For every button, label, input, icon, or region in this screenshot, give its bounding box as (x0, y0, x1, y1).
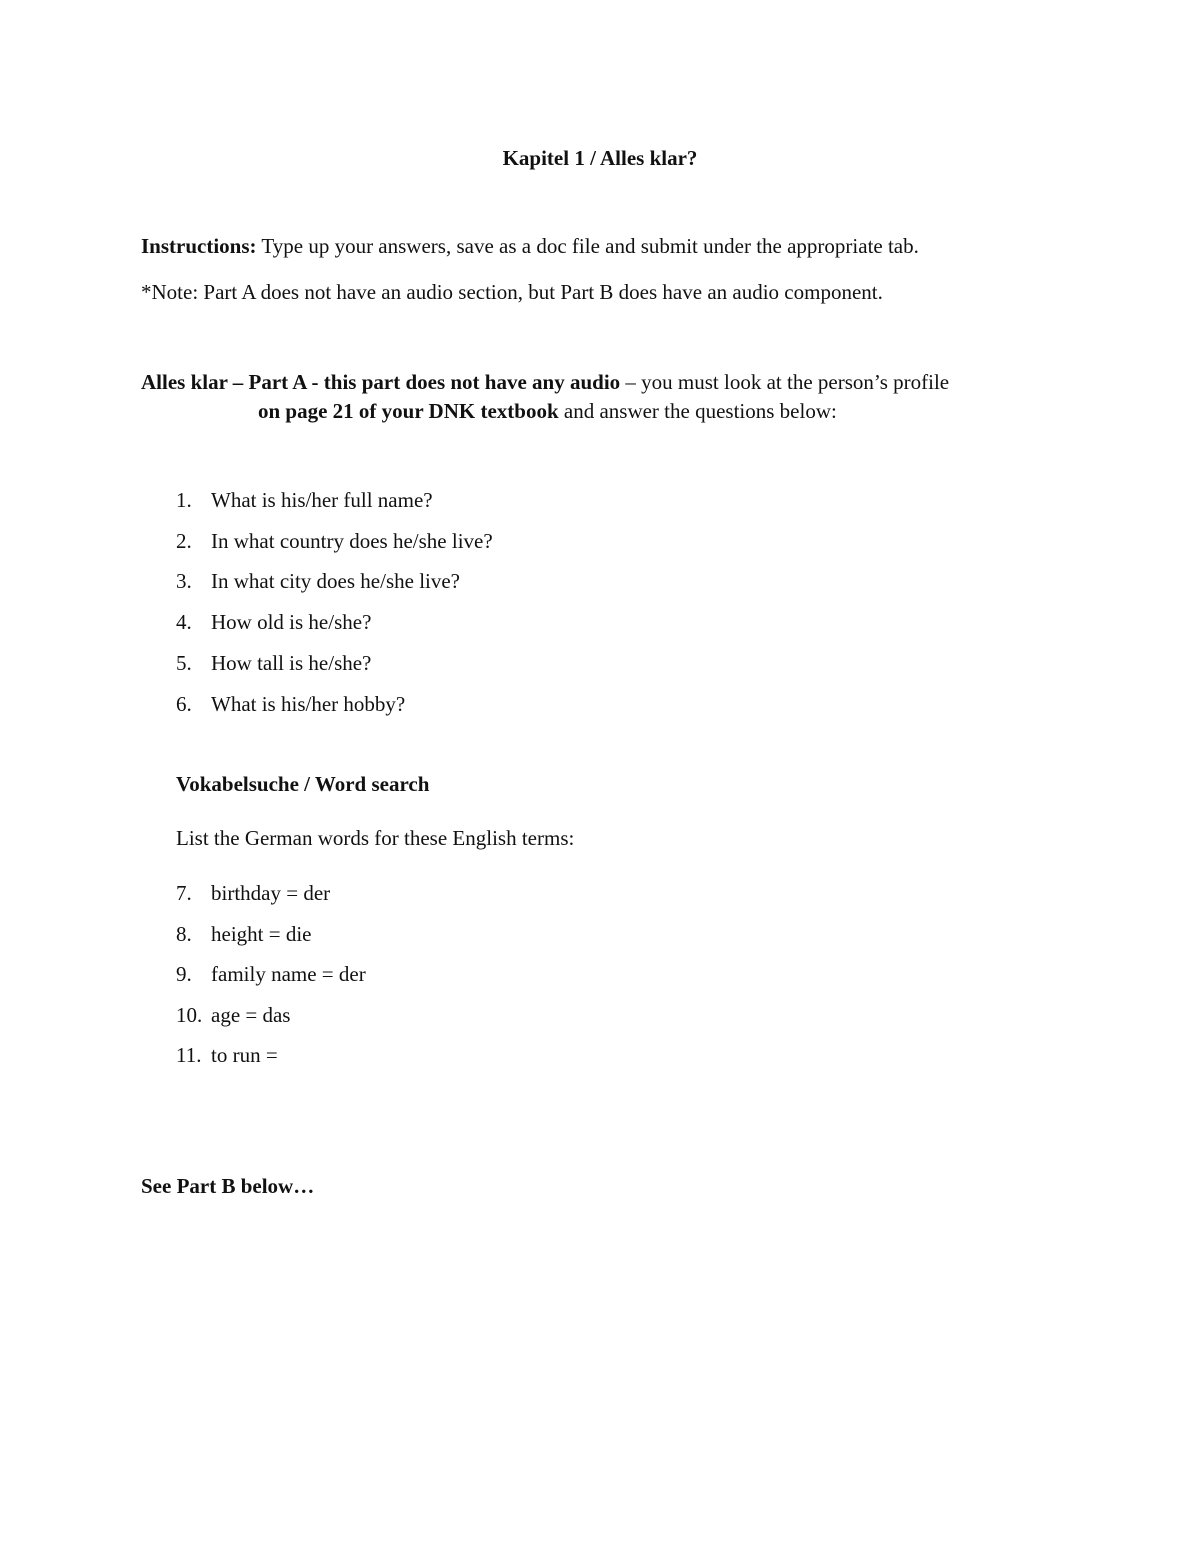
list-item-text: In what city does he/she live? (211, 569, 461, 593)
list-item-text: What is his/her full name? (211, 488, 433, 512)
list-item-number: 2. (176, 529, 192, 553)
list-item-number: 7. (176, 881, 192, 905)
list-item-text: What is his/her hobby? (211, 692, 406, 716)
list-item-text: to run = (211, 1043, 278, 1067)
list-item-text: How tall is he/she? (211, 651, 372, 675)
footer-note: See Part B below… (141, 1174, 315, 1198)
part-a-text-lead: – you must look at the person’s profile (620, 370, 950, 394)
page-title: Kapitel 1 / Alles klar? (502, 146, 698, 170)
list-item-number: 9. (176, 962, 192, 986)
instructions-label: Instructions: (141, 234, 257, 258)
part-a-text-tail: and answer the questions below: (558, 399, 837, 423)
vocab-heading: Vokabelsuche / Word search (176, 772, 430, 796)
part-a-heading-line1 (141, 372, 949, 393)
list-item-number: 11. (176, 1043, 202, 1067)
list-item-text: How old is he/she? (211, 610, 372, 634)
list-item-number: 10. (176, 1003, 203, 1027)
vocab-intro: List the German words for these English terms: (176, 826, 575, 850)
part-a-bold-page-ref: on page 21 of your DNK textbook (258, 399, 559, 423)
list-item-text: In what country does he/she live? (211, 529, 493, 553)
list-item-text: height = die (211, 922, 312, 946)
list-item-number: 6. (176, 692, 192, 716)
instructions-paragraph (141, 236, 919, 257)
part-a-bold-lead: Alles klar – Part A - this part does not have any audio (141, 370, 621, 394)
list-item-number: 3. (176, 569, 192, 593)
part-a-heading-line2 (258, 401, 837, 422)
list-item-number: 4. (176, 610, 192, 634)
list-item-text: birthday = der (211, 881, 331, 905)
list-item-number: 8. (176, 922, 192, 946)
list-item-text: age = das (211, 1003, 291, 1027)
list-item-number: 1. (176, 488, 192, 512)
list-item-number: 5. (176, 651, 192, 675)
note-paragraph: *Note: Part A does not have an audio section, but Part B does have an audio component. (141, 280, 883, 304)
instructions-text: Type up your answers, save as a doc file and submit under the appropriate tab. (256, 234, 919, 258)
list-item-text: family name = der (211, 962, 366, 986)
